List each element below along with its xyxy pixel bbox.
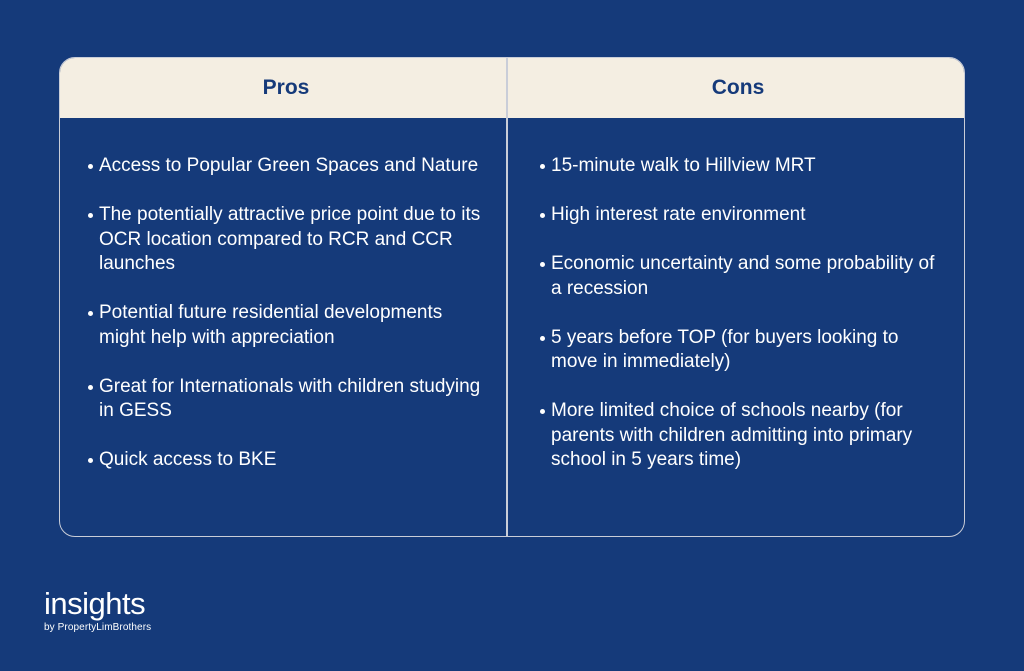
cons-header: Cons — [711, 76, 765, 99]
pros-cons-table — [59, 57, 965, 537]
list-item: Potential future residential developments might help with appreciation — [88, 301, 488, 350]
list-item: More limited choice of schools nearby (for parents with children admitting into primary school in 5 years time) — [540, 399, 940, 473]
logo-byline: by PropertyLimBrothers — [44, 622, 152, 633]
list-item: Great for Internationals with children studying in GESS — [88, 375, 488, 424]
list-item: Quick access to BKE — [88, 448, 488, 473]
list-item: 5 years before TOP (for buyers looking to move in immediately) — [540, 326, 940, 375]
list-item: The potentially attractive price point due to its OCR location compared to RCR and CCR launches — [88, 203, 488, 277]
list-item: Economic uncertainty and some probability of a recession — [540, 252, 940, 301]
logo-wordmark: insights — [44, 586, 146, 621]
column-divider — [506, 58, 508, 536]
list-item: 15-minute walk to Hillview MRT — [540, 154, 940, 179]
pros-list — [88, 154, 488, 497]
insights-logo — [44, 588, 151, 634]
list-item: High interest rate environment — [540, 203, 940, 228]
cons-list — [540, 154, 940, 497]
list-item: Access to Popular Green Spaces and Nature — [88, 154, 488, 179]
pros-header: Pros — [262, 76, 310, 99]
table-header — [60, 58, 964, 118]
